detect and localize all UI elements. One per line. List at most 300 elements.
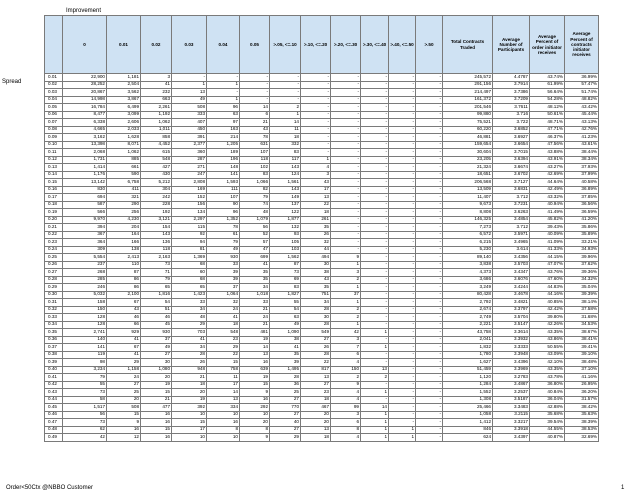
table-cell: - — [416, 411, 443, 419]
table-cell: - — [389, 419, 416, 427]
table-cell: 268 — [63, 269, 107, 277]
table-cell: 21 — [172, 374, 207, 382]
table-cell: 27 — [270, 396, 301, 404]
table-cell: 232 — [141, 89, 172, 97]
table-cell: 2,221 — [443, 321, 493, 329]
table-cell: 1 — [207, 96, 240, 104]
table-cell: 3.4821 — [493, 299, 530, 307]
column-header: 0 — [63, 16, 107, 74]
table-cell: 1,562 — [270, 254, 301, 262]
table-cell: 5,032 — [63, 291, 107, 299]
improvement-label: Improvement — [66, 8, 102, 14]
table-cell: - — [389, 81, 416, 89]
table-cell: - — [361, 224, 389, 232]
table-cell: 37 — [207, 284, 240, 292]
table-cell: - — [416, 216, 443, 224]
table-cell: 105 — [270, 239, 301, 247]
table-cell: 1 — [361, 426, 389, 434]
table-cell: 18 — [301, 434, 331, 442]
table-cell: 102 — [240, 164, 270, 172]
table-cell: 65 — [172, 284, 207, 292]
table-cell: - — [416, 374, 443, 382]
table-cell: 3.716 — [493, 111, 530, 119]
table-cell: 2,377 — [172, 141, 207, 149]
table-cell: 37 — [141, 336, 172, 344]
table-cell: 34.93% — [565, 246, 599, 254]
table-cell: - — [361, 134, 389, 142]
table-cell: - — [389, 246, 416, 254]
table-cell: 132 — [270, 224, 301, 232]
table-cell: 3.3918 — [493, 426, 530, 434]
table-cell: 68 — [172, 261, 207, 269]
table-cell: 29 — [172, 321, 207, 329]
table-cell: 2 — [331, 374, 361, 382]
table-cell: - — [389, 314, 416, 322]
table-cell: 30 — [301, 261, 331, 269]
table-row — [45, 366, 599, 374]
table-cell: 45.82% — [530, 216, 565, 224]
table-cell: 3.4347 — [493, 269, 530, 277]
table-cell: 2 — [361, 374, 389, 382]
table-cell: - — [416, 164, 443, 172]
table-cell: - — [389, 74, 416, 82]
table-cell: 201,546 — [443, 104, 493, 112]
table-cell: - — [416, 396, 443, 404]
table-cell: 34 — [172, 344, 207, 352]
table-cell: - — [361, 126, 389, 134]
table-cell: 37 — [331, 291, 361, 299]
table-cell: 38 — [270, 336, 301, 344]
table-cell: 67 — [107, 344, 141, 352]
table-cell: 35.86% — [565, 224, 599, 232]
table-cell: 55 — [270, 299, 301, 307]
table-cell: 13 — [301, 426, 331, 434]
table-cell: 930 — [141, 329, 172, 337]
table-cell: - — [416, 141, 443, 149]
spread-value: 0.47 — [45, 419, 63, 427]
spread-value: 0.29 — [45, 284, 63, 292]
table-cell: 43 — [301, 179, 331, 187]
table-row — [45, 171, 599, 179]
table-cell: - — [389, 404, 416, 412]
table-cell: 41.23% — [565, 134, 599, 142]
column-header: >.10, <=.20 — [301, 16, 331, 74]
table-cell: 18 — [270, 134, 301, 142]
table-cell: 21 — [240, 119, 270, 127]
table-cell: 83 — [270, 149, 301, 157]
table-cell: 28 — [301, 321, 331, 329]
table-cell: 332 — [270, 141, 301, 149]
table-cell: 4,373 — [443, 269, 493, 277]
spread-value: 0.22 — [45, 231, 63, 239]
table-cell: 41 — [172, 336, 207, 344]
table-cell: 28 — [270, 374, 301, 382]
table-cell: 3.3969 — [493, 366, 530, 374]
table-cell: 34 — [240, 284, 270, 292]
table-cell: - — [416, 81, 443, 89]
table-cell: 94 — [172, 239, 207, 247]
table-cell: 35.04% — [565, 284, 599, 292]
table-cell: - — [389, 344, 416, 352]
table-cell: - — [270, 96, 301, 104]
table-cell: 36.99% — [565, 74, 599, 82]
table-cell: 9 — [331, 254, 361, 262]
table-cell: 1,192 — [141, 111, 172, 119]
table-cell: 43.35% — [530, 366, 565, 374]
table-cell: 60,220 — [443, 126, 493, 134]
table-cell: 6,215 — [443, 239, 493, 247]
table-cell: 36.59% — [565, 209, 599, 217]
table-cell: 3,562 — [107, 89, 141, 97]
table-cell: 36.80% — [530, 381, 565, 389]
table-cell: - — [389, 381, 416, 389]
table-cell: - — [361, 336, 389, 344]
table-cell: - — [416, 329, 443, 337]
table-row — [45, 329, 599, 337]
table-cell: 1,011 — [141, 126, 172, 134]
table-cell: 73 — [270, 269, 301, 277]
table-cell: 16 — [240, 396, 270, 404]
table-cell: 285 — [63, 276, 107, 284]
table-cell: 2,792 — [443, 299, 493, 307]
table-cell: 40.85% — [530, 299, 565, 307]
column-header: 0.02 — [141, 16, 172, 74]
table-cell: 2,504 — [107, 81, 141, 89]
table-cell: 41.33% — [530, 246, 565, 254]
table-cell: 73 — [63, 389, 107, 397]
table-cell: 89,140 — [443, 254, 493, 262]
table-cell: 46,881 — [443, 134, 493, 142]
table-cell: - — [331, 246, 361, 254]
table-cell: 830 — [63, 186, 107, 194]
table-cell: 3.3932 — [493, 336, 530, 344]
table-cell: 14,998 — [63, 96, 107, 104]
table-cell: 28 — [172, 351, 207, 359]
table-cell: 47.71% — [530, 126, 565, 134]
table-cell: - — [389, 96, 416, 104]
table-cell: 20 — [172, 389, 207, 397]
table-cell: 10 — [207, 434, 240, 442]
table-cell: - — [389, 336, 416, 344]
table-cell: 427 — [141, 164, 172, 172]
table-cell: - — [389, 89, 416, 97]
table-cell: 23,205 — [443, 156, 493, 164]
table-cell: 24 — [240, 314, 270, 322]
table-cell: 699 — [240, 254, 270, 262]
table-cell: 35 — [301, 284, 331, 292]
table-cell: 43.13% — [565, 119, 599, 127]
table-cell: - — [389, 216, 416, 224]
table-cell: 156 — [172, 201, 207, 209]
table-cell: - — [389, 164, 416, 172]
table-cell: - — [301, 74, 331, 82]
table-cell: - — [361, 216, 389, 224]
spread-value: 0.05 — [45, 104, 63, 112]
table-cell: 930 — [207, 254, 240, 262]
table-cell: - — [416, 239, 443, 247]
table-cell: - — [361, 396, 389, 404]
table-cell: - — [416, 284, 443, 292]
table-cell: 3.4678 — [493, 291, 530, 299]
table-cell: 41 — [141, 81, 172, 89]
table-cell: - — [361, 276, 389, 284]
table-cell: 30,604 — [443, 149, 493, 157]
table-cell: 1,369 — [172, 254, 207, 262]
table-cell: 54 — [141, 299, 172, 307]
table-cell: - — [389, 276, 416, 284]
table-row — [45, 419, 599, 427]
table-cell: 245,572 — [443, 74, 493, 82]
table-cell: 367 — [63, 231, 107, 239]
table-cell: 57 — [240, 239, 270, 247]
table-cell: 14 — [240, 104, 270, 112]
table-cell: - — [331, 186, 361, 194]
table-cell: 47.07% — [530, 261, 565, 269]
table-cell: - — [416, 321, 443, 329]
table-cell: 62 — [63, 426, 107, 434]
table-cell: 694 — [63, 194, 107, 202]
table-cell: - — [416, 179, 443, 187]
table-cell: 3.3483 — [493, 404, 530, 412]
table-row — [45, 321, 599, 329]
table-cell: 10 — [172, 411, 207, 419]
table-cell: 34 — [301, 299, 331, 307]
table-cell: 3,121 — [141, 216, 172, 224]
table-cell: - — [361, 141, 389, 149]
table-cell: - — [416, 269, 443, 277]
table-cell: - — [416, 426, 443, 434]
table-cell: 9,970 — [63, 216, 107, 224]
table-cell: - — [361, 359, 389, 367]
table-cell: 45.44% — [565, 111, 599, 119]
table-header-row — [45, 16, 599, 74]
table-cell: 4,452 — [141, 141, 172, 149]
table-row — [45, 89, 599, 97]
table-cell: 78 — [207, 224, 240, 232]
table-cell: 41.49% — [530, 209, 565, 217]
table-cell: 149 — [270, 194, 301, 202]
table-cell: 1,827 — [270, 291, 301, 299]
spread-value: 0.43 — [45, 389, 63, 397]
table-cell: 9 — [107, 419, 141, 427]
table-cell: 29 — [107, 359, 141, 367]
table-cell: 19 — [240, 336, 270, 344]
table-cell: 2,033 — [107, 126, 141, 134]
spread-value: 0.19 — [45, 209, 63, 217]
table-cell: 43.61% — [565, 141, 599, 149]
table-cell: 430 — [141, 171, 172, 179]
table-cell: - — [416, 381, 443, 389]
table-cell: 477 — [141, 404, 172, 412]
table-cell: 73 — [63, 419, 107, 427]
table-cell: 3.7914 — [493, 81, 530, 89]
table-cell: 304 — [141, 186, 172, 194]
spread-value: 0.36 — [45, 336, 63, 344]
table-cell: 47.56% — [530, 141, 565, 149]
table-cell: - — [331, 216, 361, 224]
table-cell: 20 — [240, 419, 270, 427]
table-cell: 56.64% — [530, 89, 565, 97]
table-cell: - — [270, 81, 301, 89]
table-cell: 3,162 — [63, 134, 107, 142]
table-cell: 3.6852 — [493, 126, 530, 134]
table-cell: 3.712 — [493, 194, 530, 202]
table-cell: - — [331, 156, 361, 164]
spread-value: 0.49 — [45, 434, 63, 442]
table-cell: - — [361, 231, 389, 239]
table-cell: - — [416, 104, 443, 112]
table-cell: 43.32% — [530, 194, 565, 202]
table-cell: 154 — [141, 224, 172, 232]
table-cell: 57.47% — [565, 81, 599, 89]
table-cell: 8 — [240, 426, 270, 434]
table-cell: 566 — [63, 209, 107, 217]
table-cell: 39.80% — [530, 314, 565, 322]
table-cell: - — [389, 111, 416, 119]
table-cell: 36 — [270, 381, 301, 389]
table-cell: 549 — [301, 329, 331, 337]
table-cell: 2 — [331, 276, 361, 284]
table-cell: 228 — [141, 201, 172, 209]
table-cell: 150 — [63, 306, 107, 314]
table-cell: - — [389, 306, 416, 314]
table-cell: - — [416, 96, 443, 104]
table-cell: 37.85% — [565, 194, 599, 202]
table-cell: 15 — [141, 389, 172, 397]
table-cell: 36.20% — [565, 389, 599, 397]
table-cell: 43.74% — [530, 74, 565, 82]
spread-value: 0.09 — [45, 134, 63, 142]
table-cell: 98 — [63, 359, 107, 367]
table-cell: - — [361, 239, 389, 247]
table-cell: - — [361, 284, 389, 292]
table-cell: 15 — [107, 411, 141, 419]
table-cell: 41 — [240, 261, 270, 269]
table-cell: 204 — [107, 224, 141, 232]
table-cell: - — [416, 336, 443, 344]
table-cell: 4 — [331, 434, 361, 442]
table-cell: - — [240, 96, 270, 104]
table-cell: 41.16% — [565, 374, 599, 382]
table-cell: - — [361, 149, 389, 157]
table-cell: 1,593 — [207, 179, 240, 187]
table-cell: 1,018 — [240, 291, 270, 299]
table-cell: 16 — [207, 419, 240, 427]
table-row — [45, 216, 599, 224]
table-cell: - — [361, 89, 389, 97]
spread-value: 0.39 — [45, 359, 63, 367]
table-cell: - — [301, 119, 331, 127]
table-cell: - — [389, 351, 416, 359]
table-cell: - — [270, 89, 301, 97]
table-cell: 34 — [172, 306, 207, 314]
column-header: Average Percent of order initiator receives — [530, 16, 565, 74]
table-cell: 44.64% — [530, 179, 565, 187]
table-cell: 29 — [270, 434, 301, 442]
spread-value: 0.13 — [45, 164, 63, 172]
table-cell: - — [301, 149, 331, 157]
table-cell: - — [361, 96, 389, 104]
table-cell: 2,163 — [141, 254, 172, 262]
table-cell: 1,877 — [270, 216, 301, 224]
table-cell: 8,808 — [443, 209, 493, 217]
table-cell: - — [389, 291, 416, 299]
table-cell: - — [416, 389, 443, 397]
table-cell: 624 — [443, 434, 493, 442]
table-cell: 2,413 — [107, 254, 141, 262]
table-cell: - — [416, 194, 443, 202]
table-cell: 159,654 — [443, 141, 493, 149]
table-cell: 929 — [107, 329, 141, 337]
table-cell: - — [389, 389, 416, 397]
spread-value: 0.48 — [45, 426, 63, 434]
table-cell: 334 — [207, 404, 240, 412]
table-cell: 360 — [172, 149, 207, 157]
table-cell: 1 — [361, 389, 389, 397]
spread-value: 0.21 — [45, 224, 63, 232]
table-cell: - — [361, 179, 389, 187]
table-cell: 124 — [270, 171, 301, 179]
table-cell: 78 — [240, 134, 270, 142]
table-cell: 28 — [301, 351, 331, 359]
table-cell: 37.58% — [565, 306, 599, 314]
table-cell: 21 — [240, 321, 270, 329]
table-cell: 508 — [107, 404, 141, 412]
table-cell: 758 — [207, 366, 240, 374]
table-cell: 16 — [141, 411, 172, 419]
table-cell: 1,308 — [443, 396, 493, 404]
table-cell: - — [301, 126, 331, 134]
table-cell: 639 — [240, 366, 270, 374]
table-row — [45, 396, 599, 404]
table-row — [45, 231, 599, 239]
table-cell: 99,880 — [443, 111, 493, 119]
table-cell: 140 — [63, 336, 107, 344]
table-cell: 166 — [107, 239, 141, 247]
spread-label: Spread — [2, 79, 22, 85]
column-header: >.20, <=.30 — [331, 16, 361, 74]
table-row — [45, 344, 599, 352]
table-cell: 117 — [270, 156, 301, 164]
table-cell: 548 — [141, 156, 172, 164]
table-cell: 3.6927 — [493, 134, 530, 142]
table-cell: 48.12% — [530, 104, 565, 112]
table-cell: 148 — [207, 164, 240, 172]
table-cell: 33 — [207, 261, 240, 269]
table-cell: 141 — [63, 344, 107, 352]
spread-value: 0.15 — [45, 179, 63, 187]
table-cell: 321 — [107, 194, 141, 202]
table-cell: 16 — [141, 419, 172, 427]
table-cell: 10 — [240, 411, 270, 419]
table-cell: - — [361, 111, 389, 119]
table-cell: 33.21% — [565, 239, 599, 247]
spread-value: 0.03 — [45, 89, 63, 97]
table-cell: 290 — [107, 201, 141, 209]
table-cell: - — [416, 291, 443, 299]
table-cell: 38 — [301, 269, 331, 277]
spread-value: 0.44 — [45, 396, 63, 404]
table-cell: 2,068 — [63, 149, 107, 157]
table-cell: 6 — [331, 351, 361, 359]
table-cell: 80,428 — [443, 291, 493, 299]
table-cell: - — [361, 381, 389, 389]
table-cell: 242 — [141, 194, 172, 202]
table-cell: 44.16% — [530, 291, 565, 299]
table-cell: 93 — [270, 231, 301, 239]
table-cell: - — [416, 261, 443, 269]
table-cell: 2 — [331, 306, 361, 314]
